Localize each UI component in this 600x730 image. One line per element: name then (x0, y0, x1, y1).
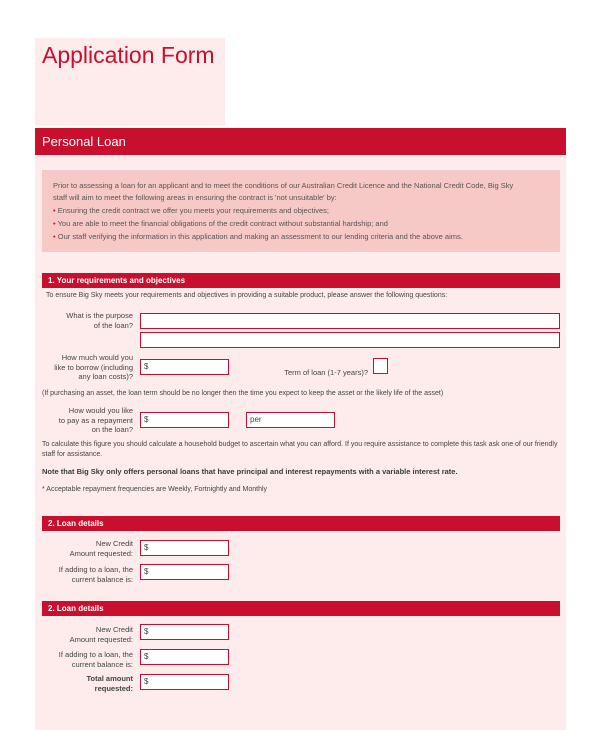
currency-prefix: $ (144, 652, 149, 661)
budget-note-line-2: staff for assistance. (42, 451, 103, 458)
current-balance-label: If adding to a loan, the current balance is: (58, 650, 133, 669)
intro-bullet (53, 219, 388, 229)
total-amount-field[interactable] (140, 674, 229, 690)
currency-prefix: $ (144, 543, 149, 552)
current-balance-field[interactable] (140, 649, 229, 665)
new-credit-label: New Credit Amount requested: (69, 625, 133, 644)
intro-bullet-text: Ensuring the credit contract we offer you meets your requirements and objectives; (57, 206, 329, 215)
currency-prefix: $ (144, 567, 149, 576)
repayment-frequency-field[interactable] (246, 412, 335, 428)
current-balance-label: If adding to a loan, the current balance is: (58, 565, 133, 584)
frequency-note: * Acceptable repayment frequencies are Weekly, Fortnightly and Monthly (42, 486, 268, 493)
term-field[interactable] (373, 358, 388, 374)
currency-prefix: $ (144, 627, 149, 636)
new-credit-field[interactable] (140, 540, 229, 556)
per-label: per (250, 415, 262, 424)
section-2-header: 2. Loan details (42, 516, 560, 531)
new-credit-field[interactable] (140, 624, 229, 640)
intro-bullet-text: Our staff verifying the information in this application and making an assessment to our lending criteria and the above aims. (57, 232, 463, 241)
form-title: Application Form (42, 42, 215, 68)
section-1-instruction: To ensure Big Sky meets your requirements and objectives in providing a suitable product, please answer the following questions: (46, 292, 448, 299)
section-header-personal-loan: Personal Loan (35, 128, 566, 155)
purchase-note: (If purchasing an asset, the loan term should be no longer then the time you expect to keep the asset or the likely life of the asset) (42, 390, 444, 397)
section-2-header: 2. Loan details (42, 601, 560, 616)
current-balance-field[interactable] (140, 564, 229, 580)
purpose-field-line-2[interactable] (140, 332, 560, 348)
intro-line-1: Prior to assessing a loan for an applicant and to meet the conditions of our Australian Credit Licence and the National Credit Code, Big Sky (53, 181, 514, 190)
bullet-icon: • (53, 219, 56, 228)
intro-bullet-text: You are able to meet the financial obligations of the credit contract without substantial hardship; and (57, 219, 388, 228)
repayment-amount-field[interactable] (140, 412, 229, 428)
borrow-amount-field[interactable] (140, 359, 229, 375)
section-1-header: 1. Your requirements and objectives (42, 273, 560, 288)
bullet-icon: • (53, 206, 56, 215)
repayment-label: How would you like to pay as a repayment on the loan? (58, 406, 133, 434)
intro-bullet (53, 206, 329, 216)
currency-prefix: $ (144, 362, 149, 371)
intro-bullet (53, 232, 463, 242)
total-amount-label: Total amount requested: (86, 674, 133, 693)
intro-line-2: staff will aim to meet the following areas in ensuring the contract is 'not unsuitable' by: (53, 193, 337, 202)
term-label: Term of loan (1-7 years)? (284, 368, 368, 377)
new-credit-label: New Credit Amount requested: (69, 539, 133, 558)
interest-note: Note that Big Sky only offers personal loans that have principal and interest repayments with a variable interest rate. (42, 467, 458, 476)
purpose-label: What is the purpose of the loan? (66, 311, 133, 330)
budget-note-line-1: To calculate this figure you should calculate a household budget to ascertain what you can afford. If you require assistance to complete this task ask one of our friendly (42, 441, 558, 448)
currency-prefix: $ (144, 677, 149, 686)
currency-prefix: $ (144, 415, 149, 424)
borrow-label: How much would you like to borrow (including any loan costs)? (54, 353, 133, 381)
purpose-field-line-1[interactable] (140, 313, 560, 329)
bullet-icon: • (53, 232, 56, 241)
